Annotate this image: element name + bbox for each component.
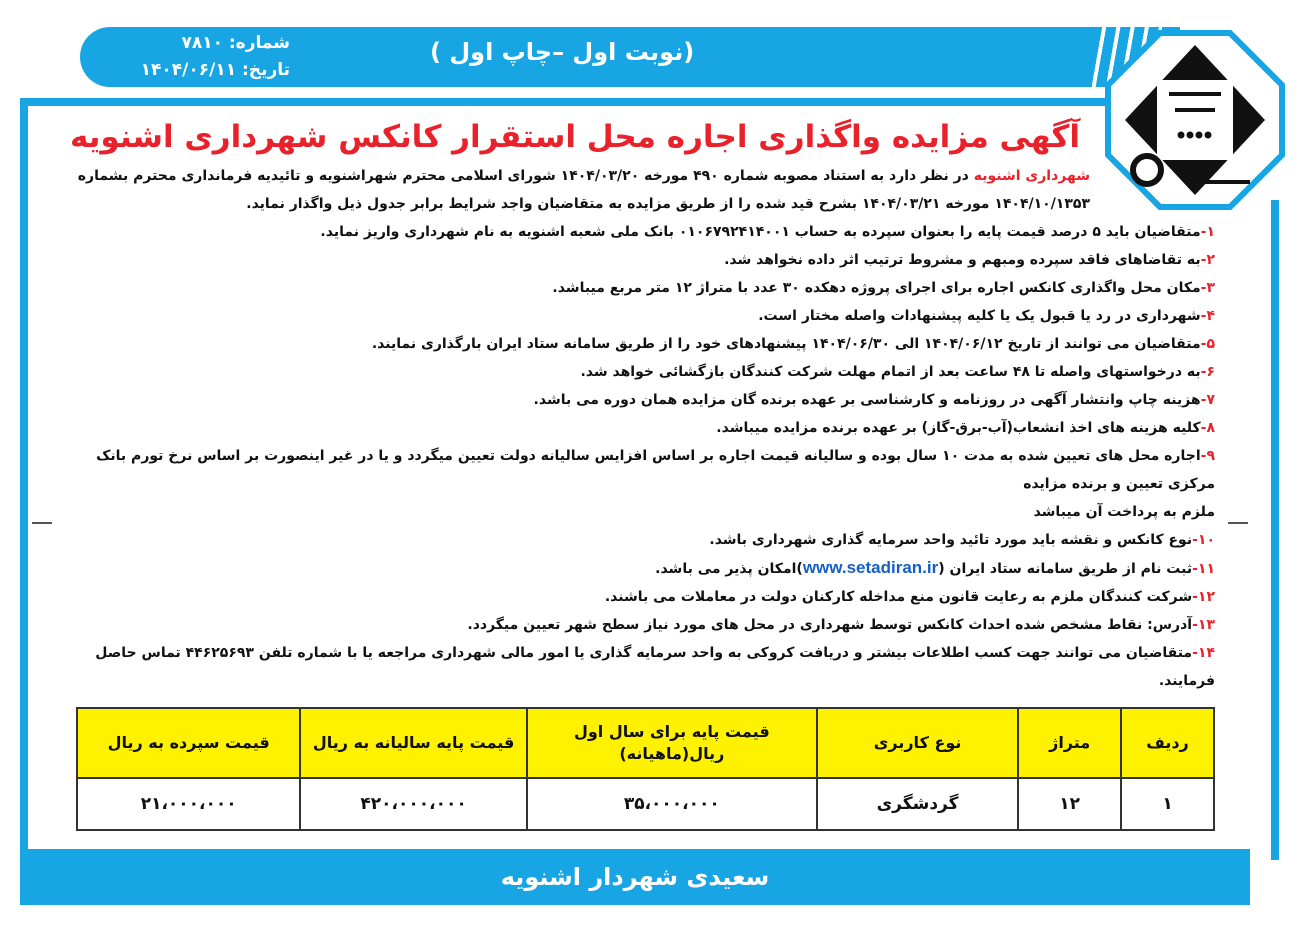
table-header-row bbox=[77, 708, 1214, 778]
item-number: ۱۴- bbox=[1192, 645, 1215, 661]
item-text: متقاضیان می توانند جهت کسب اطلاعات بیشتر و دریافت کروکی به واحد سرمایه گذاری یا امور مالی شهرداری مراجعه یا با شماره تلفن ۴۴۶۲۵۶۹۳ تماس حاصل فرمایند. bbox=[95, 645, 1215, 689]
column-header: ردیف bbox=[1121, 708, 1214, 778]
item-number: ۱- bbox=[1200, 224, 1215, 240]
column-header: قیمت پایه برای سال اول ریال(ماهیانه) bbox=[527, 708, 817, 778]
list-item bbox=[60, 611, 1215, 639]
item-text: به درخواستهای واصله تا ۴۸ ساعت بعد از اتمام مهلت شرکت کنندگان بازگشائی خواهد شد. bbox=[580, 364, 1201, 380]
table-cell: ۲۱،۰۰۰،۰۰۰ bbox=[77, 778, 300, 830]
frame-right bbox=[1271, 200, 1279, 860]
item-text: کلیه هزینه های اخذ انشعاب(آب-برق-گاز) بر عهده برنده مزایده میباشد. bbox=[716, 420, 1201, 436]
list-item bbox=[60, 274, 1215, 302]
ad-content bbox=[60, 112, 1215, 905]
item-text: شرکت کنندگان ملزم به رعایت قانون منع مداخله کارکنان دولت در معاملات می باشند. bbox=[604, 589, 1193, 605]
conditions-list bbox=[60, 218, 1215, 695]
list-item-continuation bbox=[60, 498, 1215, 526]
item-text: ملزم به پرداخت آن میباشد bbox=[1033, 504, 1215, 520]
item-text: متقاضیان باید ۵ درصد قیمت پایه را بعنوان سپرده به حساب ۰۱۰۶۷۹۲۴۱۴۰۰۱ بانک ملی شعبه اشنویه به نام شهرداری واریز نماید. bbox=[320, 224, 1201, 240]
issue-number: شماره: ۷۸۱۰ bbox=[181, 33, 290, 53]
item-text: مکان محل واگذاری کانکس اجاره برای اجرای پروژه دهکده ۳۰ عدد با متراژ ۱۲ متر مربع میباشد. bbox=[552, 280, 1201, 296]
column-header: متراژ bbox=[1018, 708, 1121, 778]
table-cell: ۱ bbox=[1121, 778, 1214, 830]
table-cell: ۳۵،۰۰۰،۰۰۰ bbox=[527, 778, 817, 830]
item-number: ۱۲- bbox=[1192, 589, 1215, 605]
list-item bbox=[60, 442, 1215, 498]
item-text: به تقاضاهای فاقد سپرده ومبهم و مشروط ترتیب اثر داده نخواهد شد. bbox=[724, 252, 1201, 268]
item-number: ۱۰- bbox=[1192, 532, 1215, 548]
url-link[interactable]: www.setadiran.ir bbox=[802, 558, 939, 577]
list-item bbox=[60, 526, 1215, 554]
list-item bbox=[60, 246, 1215, 274]
item-text: شهرداری در رد یا قبول یک یا کلیه پیشنهادات واصله مختار است. bbox=[758, 308, 1201, 324]
item-number: ۱۱- bbox=[1192, 561, 1215, 577]
item-number: ۶- bbox=[1200, 364, 1215, 380]
item-number: ۳- bbox=[1200, 280, 1215, 296]
ad-body bbox=[60, 162, 1215, 695]
auction-table bbox=[76, 707, 1215, 831]
edition-label: (نوبت اول –چاپ اول ) bbox=[430, 38, 695, 66]
intro-paragraph bbox=[60, 162, 1215, 218]
list-item bbox=[60, 583, 1215, 611]
signature-bar: سعیدی شهردار اشنویه bbox=[20, 849, 1250, 905]
list-item bbox=[60, 218, 1215, 246]
list-item bbox=[60, 330, 1215, 358]
list-item bbox=[60, 414, 1215, 442]
frame-top bbox=[20, 98, 1120, 106]
issue-info bbox=[120, 30, 290, 84]
column-header: قیمت پایه سالیانه به ریال bbox=[300, 708, 526, 778]
column-header: نوع کاربری bbox=[817, 708, 1018, 778]
item-text: نوع کانکس و نقشه باید مورد تائید واحد سرمایه گذاری شهرداری باشد. bbox=[709, 532, 1193, 548]
fold-mark bbox=[32, 522, 52, 524]
table-cell: ۴۲۰،۰۰۰،۰۰۰ bbox=[300, 778, 526, 830]
item-number: ۹- bbox=[1200, 448, 1215, 464]
frame-left bbox=[20, 98, 28, 858]
list-item bbox=[60, 302, 1215, 330]
item-number: ۵- bbox=[1200, 336, 1215, 352]
issue-date: تاریخ: ۱۴۰۴/۰۶/۱۱ bbox=[140, 60, 290, 80]
item-text: ثبت نام از طریق سامانه ستاد ایران ( bbox=[938, 561, 1193, 577]
ad-title: آگهی مزایده واگذاری اجاره محل استقرار کانکس شهرداری اشنویه bbox=[69, 119, 1081, 155]
item-number: ۴- bbox=[1200, 308, 1215, 324]
item-number: ۲- bbox=[1200, 252, 1215, 268]
intro-subject: شهرداری اشنویه bbox=[973, 168, 1090, 184]
item-number: ۸- bbox=[1200, 420, 1215, 436]
table-body bbox=[77, 778, 1214, 830]
item-text: متقاضیان می توانند از تاریخ ۱۴۰۴/۰۶/۱۲ الی ۱۴۰۴/۰۶/۳۰ پیشنهادهای خود را از طریق سامانه ستاد ایران بارگذاری نمایند. bbox=[371, 336, 1201, 352]
list-item bbox=[60, 358, 1215, 386]
list-item bbox=[60, 554, 1215, 583]
item-number: ۷- bbox=[1200, 392, 1215, 408]
intro-text: در نظر دارد به استناد مصوبه شماره ۴۹۰ مورخه ۱۴۰۴/۰۳/۲۰ شورای اسلامی محترم شهراشنویه و تائیدیه فرمانداری محترم بشماره ۱۴۰۴/۱۰/۱۳۵۳ مورخه ۱۴۰۴/۰۳/۲۱ بشرح قید شده را از طریق مزایده به متقاضیان واجد شرایط برابر جدول ذیل واگذار نماید. bbox=[77, 168, 1090, 212]
item-text: )امکان پذیر می باشد. bbox=[655, 561, 803, 577]
item-text: آدرس: نقاط مشخص شده احداث کانکس توسط شهرداری در محل های مورد نیاز سطح شهر تعیین میگردد. bbox=[467, 617, 1193, 633]
item-text: هزینه چاپ وانتشار آگهی در روزنامه و کارشناسی بر عهده برنده گان مزایده همان دوره می باشد. bbox=[533, 392, 1201, 408]
table-cell: گردشگری bbox=[817, 778, 1018, 830]
table-row bbox=[77, 778, 1214, 830]
item-text: اجاره محل های تعیین شده به مدت ۱۰ سال بوده و سالیانه قیمت اجاره بر اساس افزایس سالیانه دولت تعیین میگردد و یا در غیر اینصورت بر اساس نرخ تورم بانک مرکزی تعیین و برنده مزایده bbox=[96, 448, 1215, 492]
column-header: قیمت سپرده به ریال bbox=[77, 708, 300, 778]
fold-mark bbox=[1228, 522, 1248, 524]
item-number: ۱۳- bbox=[1192, 617, 1215, 633]
list-item bbox=[60, 639, 1215, 695]
table-cell: ۱۲ bbox=[1018, 778, 1121, 830]
logo-spacer bbox=[1090, 112, 1215, 212]
list-item bbox=[60, 386, 1215, 414]
